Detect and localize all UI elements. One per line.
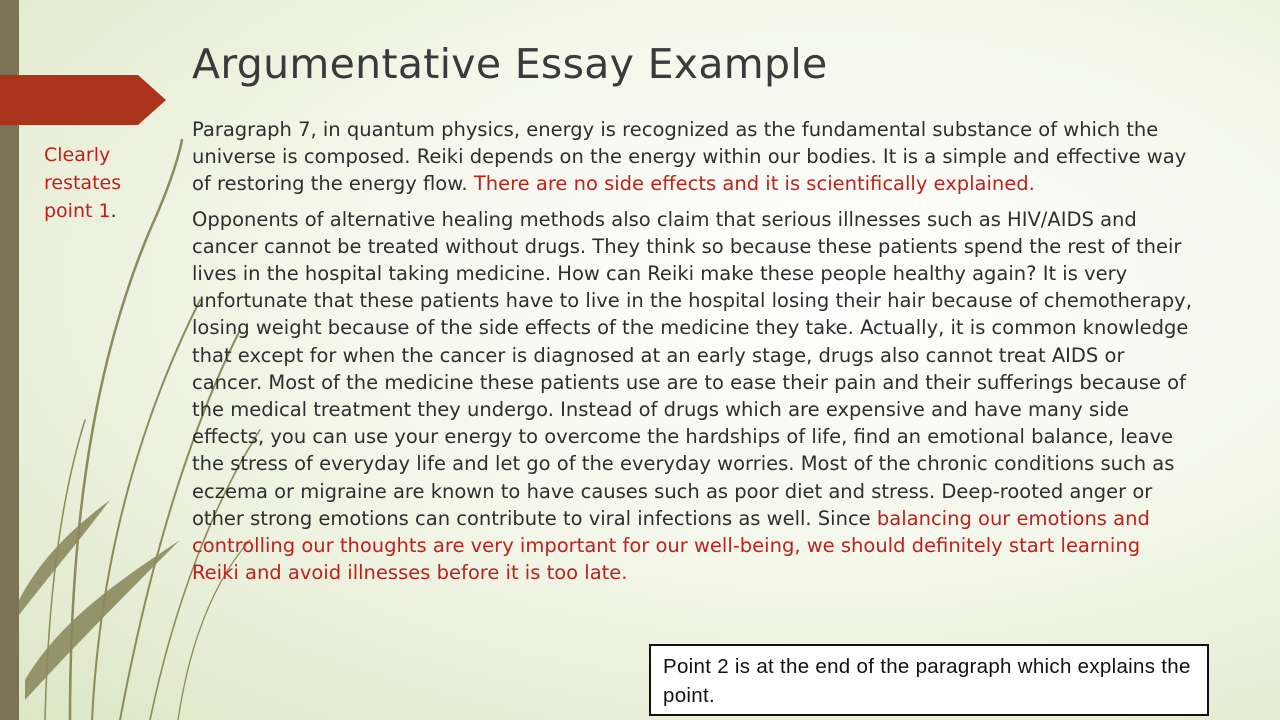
accent-arrow xyxy=(0,75,166,125)
callout-box: Point 2 is at the end of the paragraph which explains the point. xyxy=(649,644,1209,716)
side-annotation-period: . xyxy=(110,200,117,222)
essay-paragraph-2 xyxy=(192,206,1192,587)
slide-title: Argumentative Essay Example xyxy=(192,40,828,88)
paragraph-2-text: Opponents of alternative healing methods also claim that serious illnesses such as HIV/AIDS and cancer cannot be treated without drugs. They think so because these patients spend the rest of their lives in the hospital taking medicine. How can Reiki make these people healthy again? It is very unfortunate that these patients have to live in the hospital losing their hair because of chemotherapy, losing weight because of the side effects of the medicine they take. Actually, it is common knowledge that except for when the cancer is diagnosed at an early stage, drugs also cannot treat AIDS or cancer. Most of the medicine these patients use are to ease their pain and their sufferings because of the medical treatment they undergo. Instead of drugs which are expensive and have many side effects, you can use your energy to overcome the hardships of life, find an emotional balance, leave the stress of everyday life and let go of the everyday worries. Most of the chronic conditions such as eczema or migraine are known to have causes such as poor diet and stress. Deep-rooted anger or other strong emotions can contribute to viral infections as well. Since xyxy=(192,207,1192,530)
paragraph-1-highlight: There are no side effects and it is scientifically explained. xyxy=(473,172,1035,196)
side-annotation-text: Clearly restates point 1 xyxy=(44,144,122,222)
paragraph-2-highlight: balancing our emotions and controlling our thoughts are very important for our well-being, we should definitely start learning Reiki and avoid illnesses before it is too late. xyxy=(192,506,1150,585)
vine-leaf xyxy=(19,500,110,615)
side-annotation xyxy=(44,141,154,225)
vine-stroke xyxy=(92,300,200,720)
essay-body xyxy=(192,116,1192,586)
paragraph-1-text: Paragraph 7, in quantum physics, energy is recognized as the fundamental substance of which the universe is composed. Reiki depends on the energy within our bodies. It is a simple and effective way of restoring the energy flow. xyxy=(192,118,1187,196)
essay-paragraph-1 xyxy=(192,116,1192,198)
